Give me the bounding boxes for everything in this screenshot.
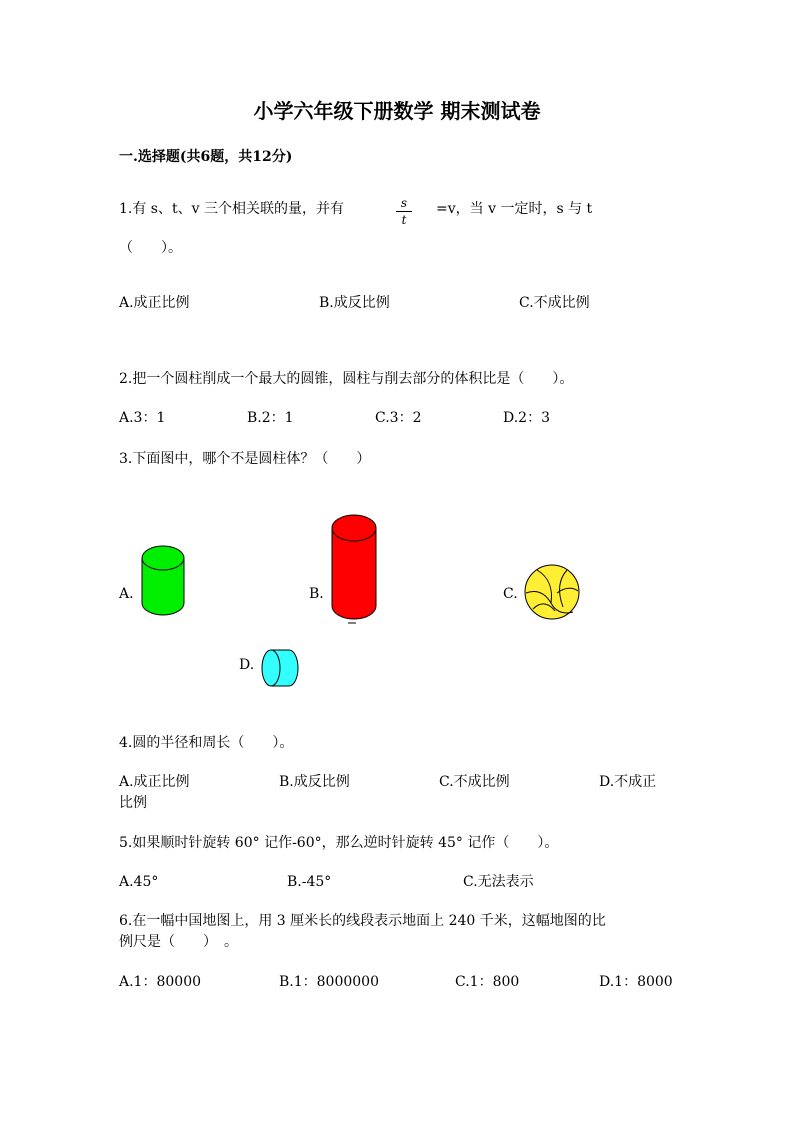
page-title: 小学六年级下册数学 期末测试卷	[253, 99, 541, 123]
green-cylinder-figure	[140, 543, 186, 617]
cyan-cylinder-figure	[261, 648, 301, 688]
q4-option-b: B.成反比例	[279, 774, 350, 790]
q3-label-b: B.	[309, 586, 324, 602]
q3-text: 3.下面图中，哪个不是圆柱体？（ ）	[119, 451, 371, 467]
q6-option-c: C.1：800	[455, 974, 520, 990]
q1-fraction-denominator: t	[401, 213, 407, 227]
section-heading: 一.选择题(共6题，共12分)	[119, 149, 293, 165]
q3-label-d: D.	[239, 657, 255, 673]
red-cylinder-top	[332, 515, 376, 541]
q6-option-a: A.1：80000	[119, 974, 202, 990]
q1-fraction-numerator: s	[400, 196, 408, 210]
q2-option-a: A.3：1	[119, 410, 166, 426]
q1-blank-line: （ ）。	[119, 240, 182, 256]
q1-option-c: C.不成比例	[519, 295, 590, 311]
q5-option-b: B.-45°	[287, 874, 332, 890]
q4-option-d: D.不成正	[599, 774, 657, 790]
q6-line-2: 例尺是（ ） 。	[119, 934, 238, 950]
cyan-cylinder-face	[262, 650, 280, 686]
q5-option-c: C.无法表示	[463, 874, 534, 890]
q5-text: 5.如果顺时针旋转 60° 记作-60°，那么逆时针旋转 45° 记作（ ）。	[119, 835, 559, 851]
q2-option-d: D.2：3	[503, 410, 550, 426]
q2-option-b: B.2：1	[247, 410, 294, 426]
q3-label-c: C.	[503, 586, 518, 602]
q4-option-a: A.成正比例	[119, 774, 190, 790]
q4-option-c: C.不成比例	[439, 774, 510, 790]
q3-label-a: A.	[119, 586, 134, 602]
yellow-ball-figure	[523, 563, 581, 621]
q6-option-d: D.1：8000	[599, 974, 673, 990]
q6-option-b: B.1：8000000	[279, 974, 379, 990]
q5-option-a: A.45°	[119, 874, 159, 890]
red-cylinder-figure	[330, 510, 378, 626]
q6-line-1: 6.在一幅中国地图上，用 3 厘米长的线段表示地面上 240 千米，这幅地图的比	[119, 913, 606, 929]
q1-text-b: =v，当 v 一定时，s 与 t	[436, 201, 593, 217]
q1-fraction	[396, 197, 412, 226]
q1-text-a: 1.有 s、t、v 三个相关联的量，并有	[119, 201, 344, 217]
red-cylinder-body	[332, 528, 376, 619]
q4-option-d-wrap: 比例	[119, 795, 147, 811]
q1-option-b: B.成反比例	[319, 295, 390, 311]
q2-text: 2.把一个圆柱削成一个最大的圆锥，圆柱与削去部分的体积比是（ ）。	[119, 371, 574, 387]
q2-option-c: C.3：2	[375, 410, 422, 426]
green-cylinder-top	[142, 546, 184, 570]
q1-option-a: A.成正比例	[119, 295, 190, 311]
q4-text: 4.圆的半径和周长（ ）。	[119, 735, 294, 751]
